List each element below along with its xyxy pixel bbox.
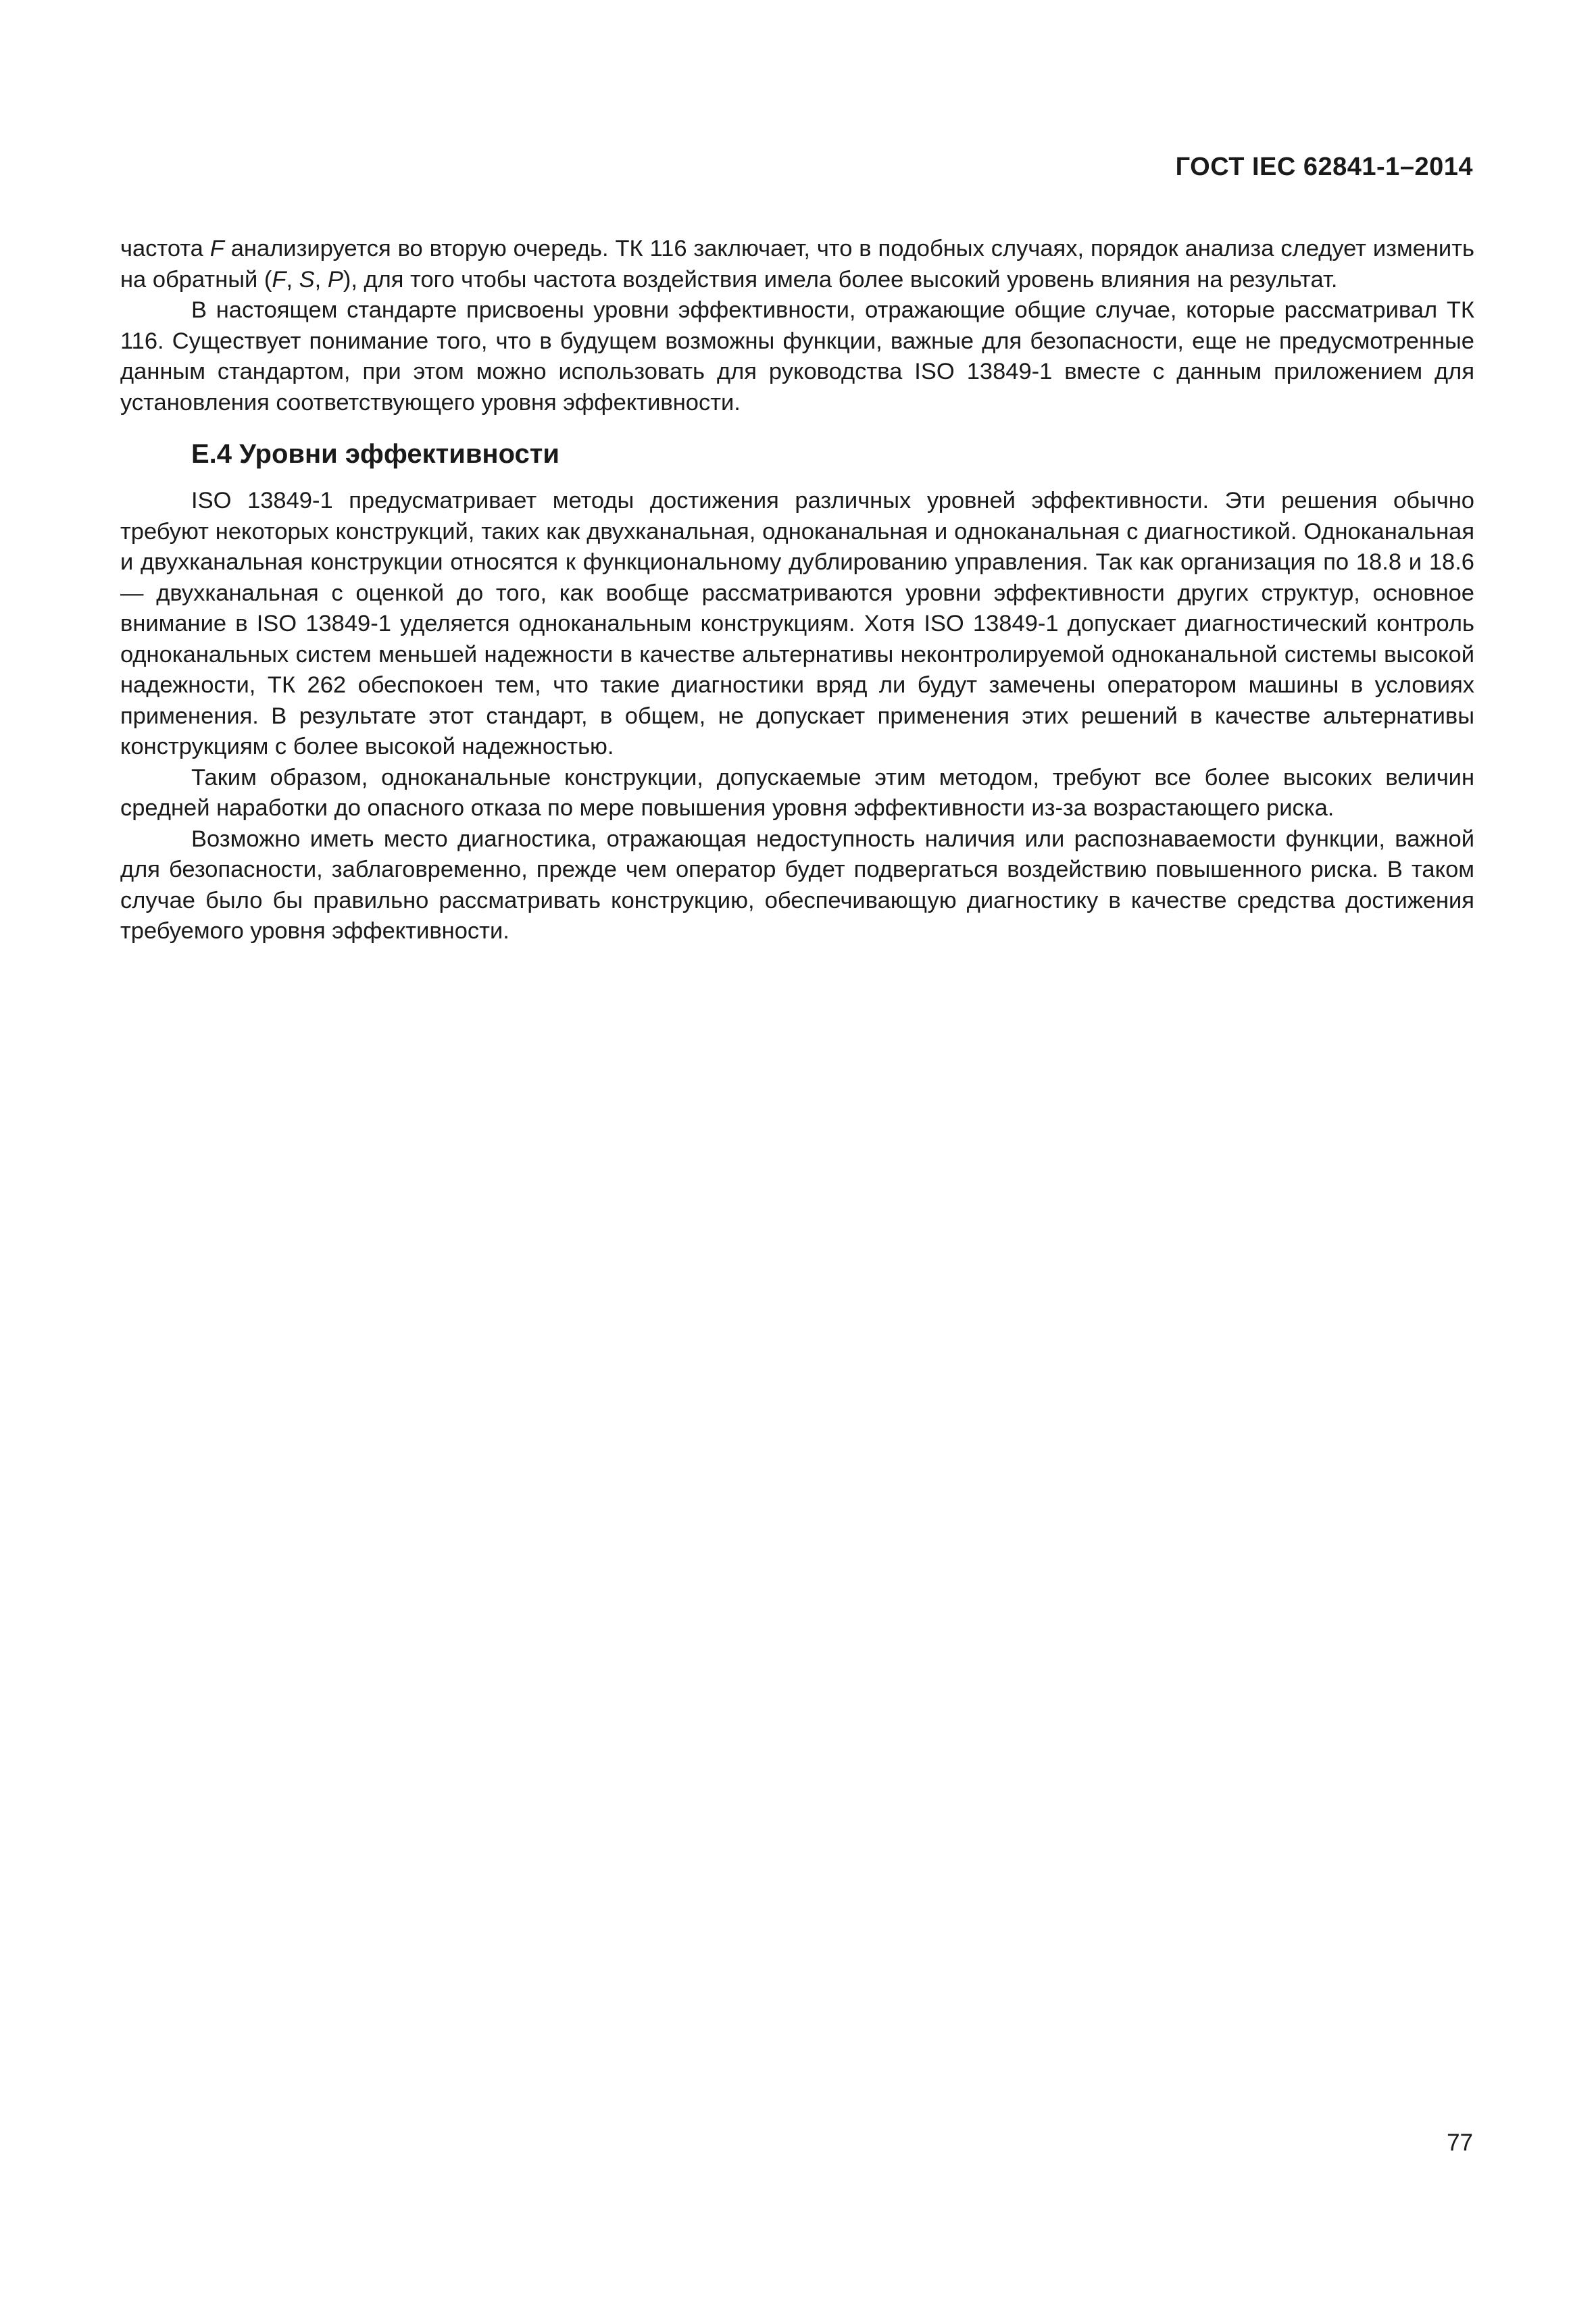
section-heading: Е.4 Уровни эффективности xyxy=(191,439,559,469)
paragraph xyxy=(120,486,1474,763)
paragraph-text: частота xyxy=(120,236,210,261)
paragraph-text: , xyxy=(314,266,328,293)
italic-symbol: F xyxy=(272,266,286,293)
paragraph-text: , xyxy=(286,266,299,293)
document-header-id: ГОСТ IEC 62841-1–2014 xyxy=(1175,153,1473,181)
paragraph xyxy=(120,763,1474,824)
document-body xyxy=(120,234,1474,947)
paragraph-text: анализируется во вторую очередь. ТК 116 заключает, что в подобных случаях, порядок анализа следует изменить на обратный ( xyxy=(120,236,1474,293)
paragraph xyxy=(120,234,1474,295)
paragraph-text: ISO 13849-1 предусматривает методы достижения различных уровней эффективности. Эти решения обычно требуют некоторых конструкций, таких как двухканальная, одноканальная и одноканальная с диагностикой. Одноканальная и двухканальная конструкции относятся к функциональному дублированию управления. Так как организация по 18.8 и 18.6 — двухканальная с оценкой до того, как вообще рассматриваются уровни эффективности других структур, основное внимание в ISO 13849-1 уделяется одноканальным конструкциям. Хотя ISO 13849-1 допускает диагностический контроль одноканальных систем меньшей надежности в качестве альтернативы неконтролируемой одноканальной системы высокой надежности, ТК 262 обеспокоен тем, что такие диагностики вряд ли будут замечены оператором машины в условиях применения. В результате этот стандарт, в общем, не допускает применения этих решений в качестве альтернативы конструкциям с более высокой надежностью. xyxy=(120,488,1474,759)
italic-symbol: F xyxy=(209,236,224,261)
section-paragraphs xyxy=(120,486,1474,947)
intro-paragraphs xyxy=(120,234,1474,418)
italic-symbol: S xyxy=(299,266,315,293)
paragraph xyxy=(120,295,1474,418)
paragraph xyxy=(120,824,1474,947)
paragraph-text: Таким образом, одноканальные конструкции, допускаемые этим методом, требуют все более высоких величин средней наработки до опасного отказа по мере повышения уровня эффективности из-за возрастающего риска. xyxy=(120,764,1474,821)
paragraph-text: В настоящем стандарте присвоены уровни эффективности, отражающие общие случае, которые рассматривал ТК 116. Существует понимание того, что в будущем возможны функции, важные для безопасности, еще не предусмотренные данным стандартом, при этом можно использовать для руководства ISO 13849-1 вместе с данным приложением для установления соответствующего уровня эффективности. xyxy=(120,297,1474,416)
paragraph-text: Возможно иметь место диагностика, отражающая недоступность наличия или распознаваемости функции, важной для безопасности, заблаговременно, прежде чем оператор будет подвергаться воздействию повышенного риска. В таком случае было бы правильно рассматривать конструкцию, обеспечивающую диагностику в качестве средства достижения требуемого уровня эффективности. xyxy=(120,826,1474,944)
paragraph-text: ), для того чтобы частота воздействия имела более высокий уровень влияния на результат. xyxy=(343,266,1338,293)
italic-symbol: P xyxy=(327,266,343,293)
page-number: 77 xyxy=(1447,2130,1473,2156)
